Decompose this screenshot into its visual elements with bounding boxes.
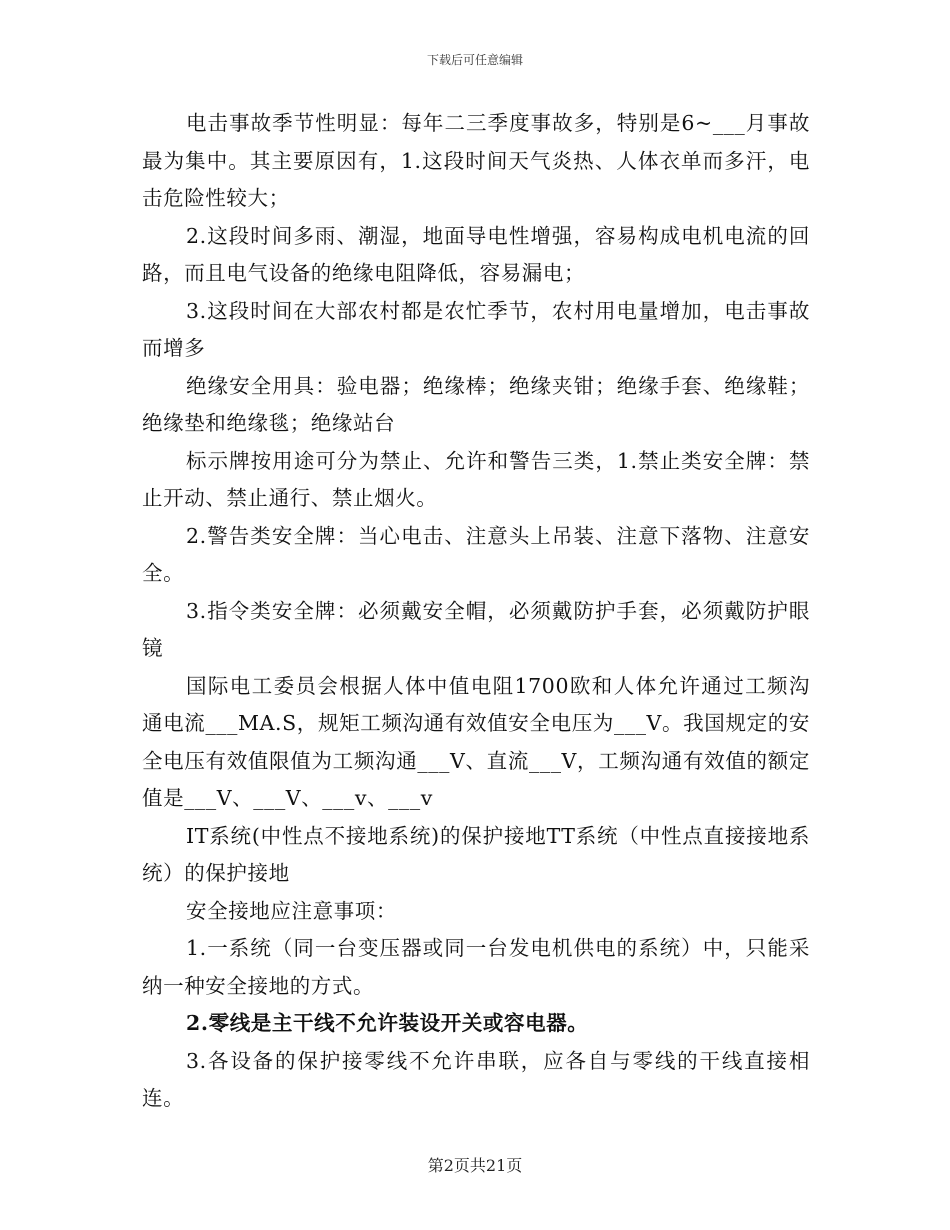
paragraph-insulation-tools: 绝缘安全用具：验电器；绝缘棒；绝缘夹钳；绝缘手套、绝缘鞋；绝缘垫和绝缘毯；绝缘站台 (142, 373, 810, 435)
page-header: 下载后可任意编辑 (426, 53, 523, 67)
document-body (142, 105, 810, 1118)
paragraph-grounding-systems: IT系统(中性点不接地系统)的保护接地TT系统（中性点直接接地系统）的保护接地 (142, 823, 810, 885)
paragraph-safe-voltage: 国际电工委员会根据人体中值电阻1700欧和人体允许通过工频沟通电流___MA.S，规矩工频沟通有效值安全电压为___V。我国规定的安全电压有效值限值为工频沟通___V、直流___V，工频沟通有效值的额定值是___V、___V、___v、___v (142, 673, 810, 810)
paragraph-instruction-signs: 3.指令类安全牌：必须戴安全帽，必须戴防护手套，必须戴防护眼镜 (142, 598, 810, 660)
paragraph-warning-signs: 2.警告类安全牌：当心电击、注意头上吊装、注意下落物、注意安全。 (142, 523, 810, 585)
paragraph-grounding-note-1: 1.一系统（同一台变压器或同一台发电机供电的系统）中，只能采纳一种安全接地的方式。 (142, 936, 810, 998)
paragraph-grounding-notes-heading: 安全接地应注意事项： (186, 898, 397, 923)
page-number: 第2页共21页 (427, 1156, 523, 1175)
paragraph-seasonal-accidents: 电击事故季节性明显：每年二三季度事故多，特别是6~___月事故最为集中。其主要原因有，1.这段时间天气炎热、人体衣单而多汗，电击危险性较大； (142, 111, 810, 210)
paragraph-grounding-note-3: 3.各设备的保护接零线不允许串联，应各自与零线的干线直接相连。 (142, 1048, 810, 1110)
paragraph-grounding-note-2: 2.零线是主干线不允许装设开关或容电器。 (186, 1011, 589, 1035)
paragraph-reason-3: 3.这段时间在大部农村都是农忙季节，农村用电量增加，电击事故而增多 (142, 298, 810, 360)
paragraph-sign-categories: 标示牌按用途可分为禁止、允许和警告三类，1.禁止类安全牌：禁止开动、禁止通行、禁止烟火。 (142, 448, 810, 510)
paragraph-reason-2: 2.这段时间多雨、潮湿，地面导电性增强，容易构成电机电流的回路，而且电气设备的绝缘电阻降低，容易漏电； (142, 223, 810, 285)
